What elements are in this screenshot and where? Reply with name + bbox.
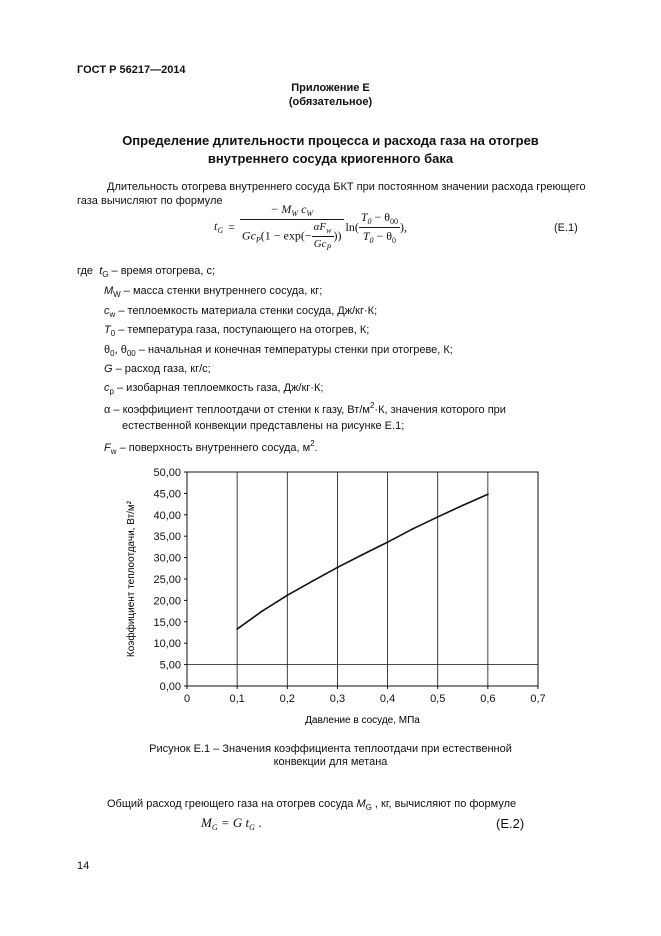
chart-x-ticks <box>184 686 546 705</box>
chart-data-point <box>236 628 238 630</box>
definition-tg: где $t_G$ – время отогрева, с; <box>77 265 216 279</box>
annex-title: Приложение Е <box>291 82 370 94</box>
chart-x-tick-label: 0,2 <box>279 693 295 705</box>
chart-y-tick-label: 10,00 <box>153 638 181 651</box>
page-number: 14 <box>77 860 90 872</box>
chart-y-ticks <box>153 467 187 693</box>
figure-caption-line1: Рисунок Е.1 – Значения коэффициента теплоотдачи при естественной <box>149 743 512 755</box>
formula-tail: ), <box>400 219 408 234</box>
chart-x-tick-label: 0,5 <box>430 693 446 705</box>
chart-x-axis-label: Давление в сосуде, МПа <box>305 715 420 726</box>
chart-axes <box>187 472 538 686</box>
chart-plot-frame <box>187 472 538 686</box>
definition-alpha: α – коэффициент теплоотдачи от стенки к газу, $Вт/м^2\cdot К$, значения которого при <box>104 401 506 416</box>
chart-y-tick-label: 45,00 <box>153 488 181 501</box>
chart-x-tick-label: 0,1 <box>229 693 245 705</box>
document-header: ГОСТ Р 56217—2014 <box>77 64 186 76</box>
definition-alpha-cont: естественной конвекции представлены на рисунке Е.1; <box>122 420 405 432</box>
chart-series-line <box>237 494 488 629</box>
chart-x-tick-label: 0,4 <box>379 693 396 705</box>
chart-y-tick-label: 50,00 <box>153 467 181 479</box>
chart-y-tick-label: 0,00 <box>159 681 181 693</box>
chart-x-tick-label: 0,6 <box>480 693 496 705</box>
chart-y-axis-label: Коэффициент теплоотдачи, Вт/м² <box>126 500 137 658</box>
chart-y-tick-label: 40,00 <box>153 509 181 522</box>
formula-e1 <box>214 202 407 252</box>
section-title-line2: внутреннего сосуда криогенного бака <box>207 151 454 166</box>
chart-data-point <box>462 504 464 506</box>
chart-data-point <box>362 554 364 556</box>
formula-e2: $M_G = G$ $t_G$ . <box>201 815 262 832</box>
chart-y-tick-label: 25,00 <box>153 574 181 586</box>
chart-data-point <box>311 580 313 582</box>
chart-data-point <box>337 567 339 569</box>
chart-y-tick-label: 5,00 <box>159 659 181 672</box>
chart-data-point <box>437 516 439 518</box>
formula-lhs: $t_G$ <box>214 219 224 235</box>
equation-number-e2: (Е.2) <box>496 816 525 831</box>
chart-x-tick-label: 0,7 <box>530 693 546 705</box>
outro-text: Общий расход греющего газа на отогрев сосуда $M_G$ , кг, вычисляют по формуле <box>107 798 517 812</box>
chart-y-tick-label: 30,00 <box>153 552 181 565</box>
chart-x-tick-label: 0,3 <box>329 693 346 705</box>
heat-transfer-chart <box>110 462 560 737</box>
chart-data-point <box>412 528 414 530</box>
chart-y-tick-label: 35,00 <box>153 531 181 544</box>
chart-grid <box>187 472 538 686</box>
chart-y-tick-label: 15,00 <box>153 616 181 629</box>
definition-fw: $F_w$ – поверхность внутреннего сосуда, $м^2$. <box>104 439 318 456</box>
annex-status: (обязательное) <box>288 96 373 108</box>
section-title-line1: Определение длительности процесса и расхода газа на отогрев <box>122 133 539 148</box>
definition-cp: $c_p$ – изобарная теплоемкость газа, Дж/кг·К; <box>104 382 324 396</box>
definition-theta: $\theta_0$, $\theta_{00}$ – начальная и конечная температуры стенки при отогреве, К; <box>104 344 453 358</box>
definition-g: G – расход газа, кг/с; <box>104 363 211 375</box>
chart-x-tick-label: 0 <box>183 693 191 705</box>
chart-y-tick-label: 20,00 <box>153 595 181 608</box>
equation-number-e1: (Е.1) <box>554 222 578 234</box>
formula-ln-fraction: $\frac{T_0 - \theta_{00}}{T_0 - \theta_0}$ <box>360 209 399 245</box>
chart-data-point <box>261 610 263 612</box>
chart-series <box>236 493 489 630</box>
intro-line1: Длительность отогрева внутреннего сосуда БКТ при постоянном значении расхода греющего <box>107 181 586 193</box>
formula-ln: ln( <box>345 219 359 234</box>
definition-cw: $c_w$ – теплоемкость материала стенки сосуда, Дж/кг·К; <box>104 305 378 319</box>
chart-data-point <box>286 594 288 596</box>
definition-t0: $T_0$ – температура газа, поступающего на отогрев, К; <box>104 324 370 338</box>
formula-main-fraction: − $M_W$ $c_W$ $Gc_P(1 - \exp(-$ $\frac{\alpha F_w}{Gc_P}$ )) <box>241 202 342 252</box>
chart-data-point <box>487 493 489 495</box>
intro-line2: газа вычисляют по формуле <box>77 195 223 207</box>
chart-data-point <box>387 541 389 543</box>
formula-eq-sign: = <box>228 219 235 234</box>
definition-mw: $M_W$ – масса стенки внутреннего сосуда, кг; <box>104 285 323 299</box>
figure-caption-line2: конвекции для метана <box>273 756 388 768</box>
